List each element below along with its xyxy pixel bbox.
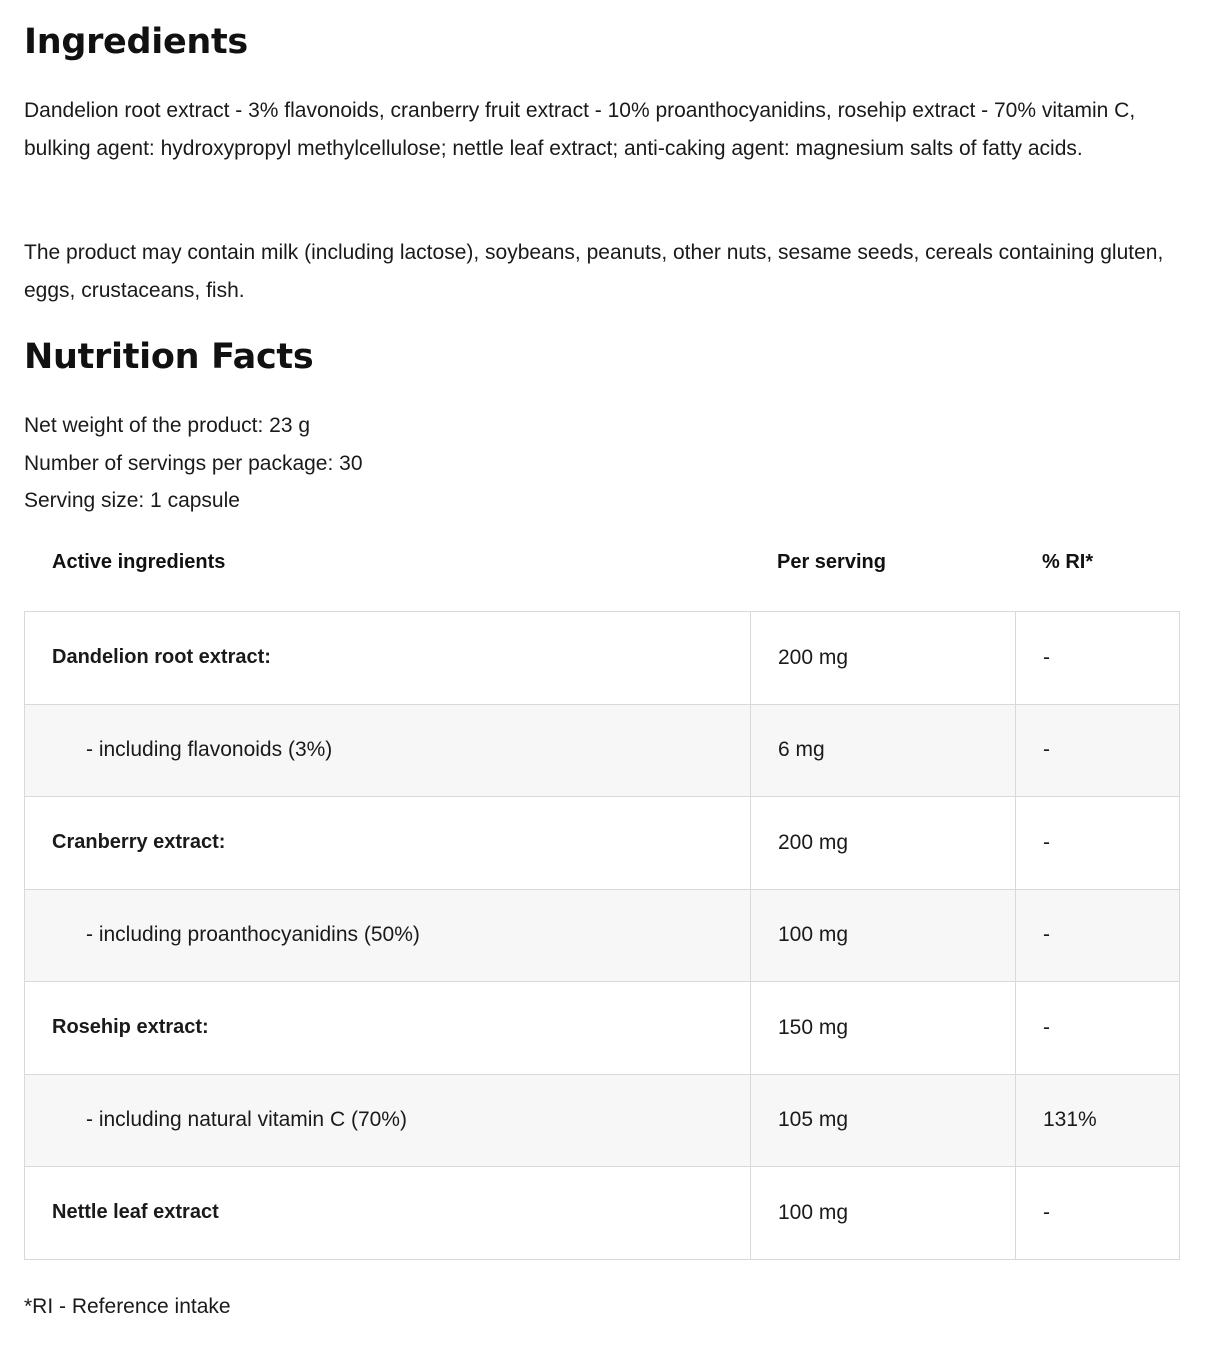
table-row (25, 612, 1180, 705)
column-header-ri: % RI* (1042, 551, 1094, 573)
ingredients-heading: Ingredients (24, 22, 248, 62)
ingredients-text: Dandelion root extract - 3% flavonoids, cranberry fruit extract - 10% proanthocyanidins, rosehip extract - 70% vitamin C, bulking agent: hydroxypropyl methylcellulose; nettle leaf extract; anti-caking agent: magnesium salts of fatty acids. (24, 99, 1136, 160)
ri-value: - (1016, 704, 1180, 797)
net-weight: Net weight of the product: 23 g (24, 414, 311, 437)
ingredient-name: - including proanthocyanidins (50%) (25, 889, 751, 982)
ri-value: - (1016, 797, 1180, 890)
column-header-per-serving: Per serving (777, 551, 886, 573)
per-serving-value: 100 mg (751, 1167, 1016, 1260)
package-info (24, 407, 363, 520)
ri-footnote: *RI - Reference intake (24, 1295, 231, 1318)
table-row (25, 797, 1180, 890)
table-row (25, 982, 1180, 1075)
table-row (25, 704, 1180, 797)
serving-size: Serving size: 1 capsule (24, 489, 240, 512)
table-row (25, 1167, 1180, 1260)
table-row (25, 1074, 1180, 1167)
allergens-text: The product may contain milk (including lactose), soybeans, peanuts, other nuts, sesame seeds, cereals containing gluten, eggs, crustaceans, fish. (24, 241, 1164, 302)
table-header (24, 545, 1179, 585)
ri-value: 131% (1016, 1074, 1180, 1167)
per-serving-value: 100 mg (751, 889, 1016, 982)
per-serving-value: 6 mg (751, 704, 1016, 797)
servings-per-package: Number of servings per package: 30 (24, 451, 363, 475)
ri-value: - (1016, 612, 1180, 705)
ingredient-name: Dandelion root extract: (25, 612, 751, 705)
ingredient-name: Rosehip extract: (25, 982, 751, 1075)
column-header-active-ingredients: Active ingredients (52, 551, 226, 573)
per-serving-value: 150 mg (751, 982, 1016, 1075)
ingredient-name: - including natural vitamin C (70%) (25, 1074, 751, 1167)
ingredient-name: Nettle leaf extract (25, 1167, 751, 1260)
ingredient-name: Cranberry extract: (25, 797, 751, 890)
nutrition-facts-heading: Nutrition Facts (24, 337, 314, 377)
ingredient-name: - including flavonoids (3%) (25, 704, 751, 797)
per-serving-value: 200 mg (751, 612, 1016, 705)
ri-value: - (1016, 1167, 1180, 1260)
ri-value: - (1016, 889, 1180, 982)
per-serving-value: 200 mg (751, 797, 1016, 890)
table-row (25, 889, 1180, 982)
ri-value: - (1016, 982, 1180, 1075)
nutrition-table (24, 611, 1180, 1260)
per-serving-value: 105 mg (751, 1074, 1016, 1167)
